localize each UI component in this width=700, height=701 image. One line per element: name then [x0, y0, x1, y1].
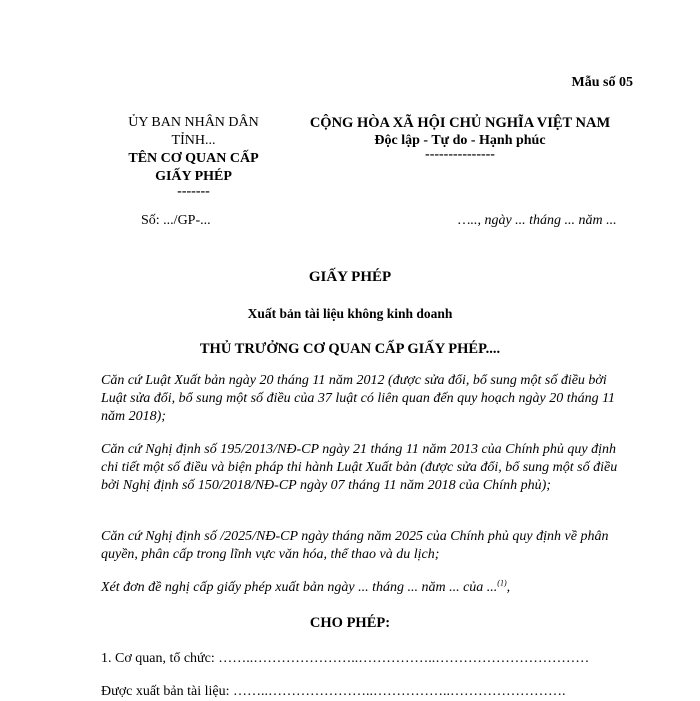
field-label: 1. Cơ quan, tổ chức: [101, 651, 215, 666]
field-document [101, 683, 566, 701]
authority-line-1: ỦY BAN NHÂN DÂN [128, 115, 259, 130]
document-number: Số: .../GP-... [141, 213, 211, 228]
national-motto: Độc lập - Tự do - Hạnh phúc [374, 133, 546, 148]
field-label: Được xuất bản tài liệu: [101, 684, 230, 699]
request-end: , [506, 580, 511, 595]
national-title: CỘNG HÒA XÃ HỘI CHỦ NGHĨA VIỆT NAM [309, 115, 611, 131]
legal-basis-paragraph: Căn cứ Nghị định số /2025/NĐ-CP ngày tháng năm 2025 của Chính phủ quy định về phân quyền, phân cấp trong lĩnh vực văn hóa, thể thao và du lịch; [101, 529, 609, 562]
form-number: Mẫu số 05 [571, 75, 633, 90]
legal-basis-paragraph: Căn cứ Luật Xuất bản ngày 20 tháng 11 năm 2012 (được sửa đổi, bổ sung một số điều bởi Luật sửa đổi, bổ sung một số điều của 37 luật có liên quan đến quy hoạch ngày 20 tháng 11 năm 2018); [101, 373, 616, 424]
footnote-marker: (1) [497, 578, 507, 588]
authority-line-2: TỈNH... [171, 133, 216, 148]
authority-heading: THỦ TRƯỞNG CƠ QUAN CẤP GIẤY PHÉP.... [199, 341, 501, 357]
field-dots: ……..…………………..……………..……………………. [233, 684, 566, 699]
motto-divider: --------------- [425, 147, 495, 162]
authority-line-3: TÊN CƠ QUAN CẤP [128, 151, 259, 166]
issuing-authority-header [101, 114, 286, 198]
request-paragraph [101, 579, 634, 597]
legal-basis-paragraph: Căn cứ Nghị định số 195/2013/NĐ-CP ngày 21 tháng 11 năm 2013 của Chính phủ quy định chi tiết một số điều và biện pháp thi hành Luật Xuất bản (được sửa đổi, bổ sung một số điều bởi Nghị định số 150/2018/NĐ-CP ngày 07 tháng 11 năm 2018 của Chính phủ); [101, 442, 618, 493]
field-dots: ……..…………………..……………..…………………………… [218, 651, 590, 666]
document-title: GIẤY PHÉP [308, 269, 392, 285]
request-text: Xét đơn đề nghị cấp giấy phép xuất bản ngày ... tháng ... năm ... của ... [101, 580, 498, 595]
national-header [290, 114, 630, 160]
authority-divider: ------- [177, 184, 210, 199]
field-organization [101, 650, 589, 668]
place-date: ….., ngày ... tháng ... năm ... [458, 213, 617, 228]
document-subtitle: Xuất bản tài liệu không kinh doanh [247, 306, 453, 321]
authority-line-4: GIẤY PHÉP [155, 169, 232, 184]
allow-heading: CHO PHÉP: [309, 615, 391, 631]
